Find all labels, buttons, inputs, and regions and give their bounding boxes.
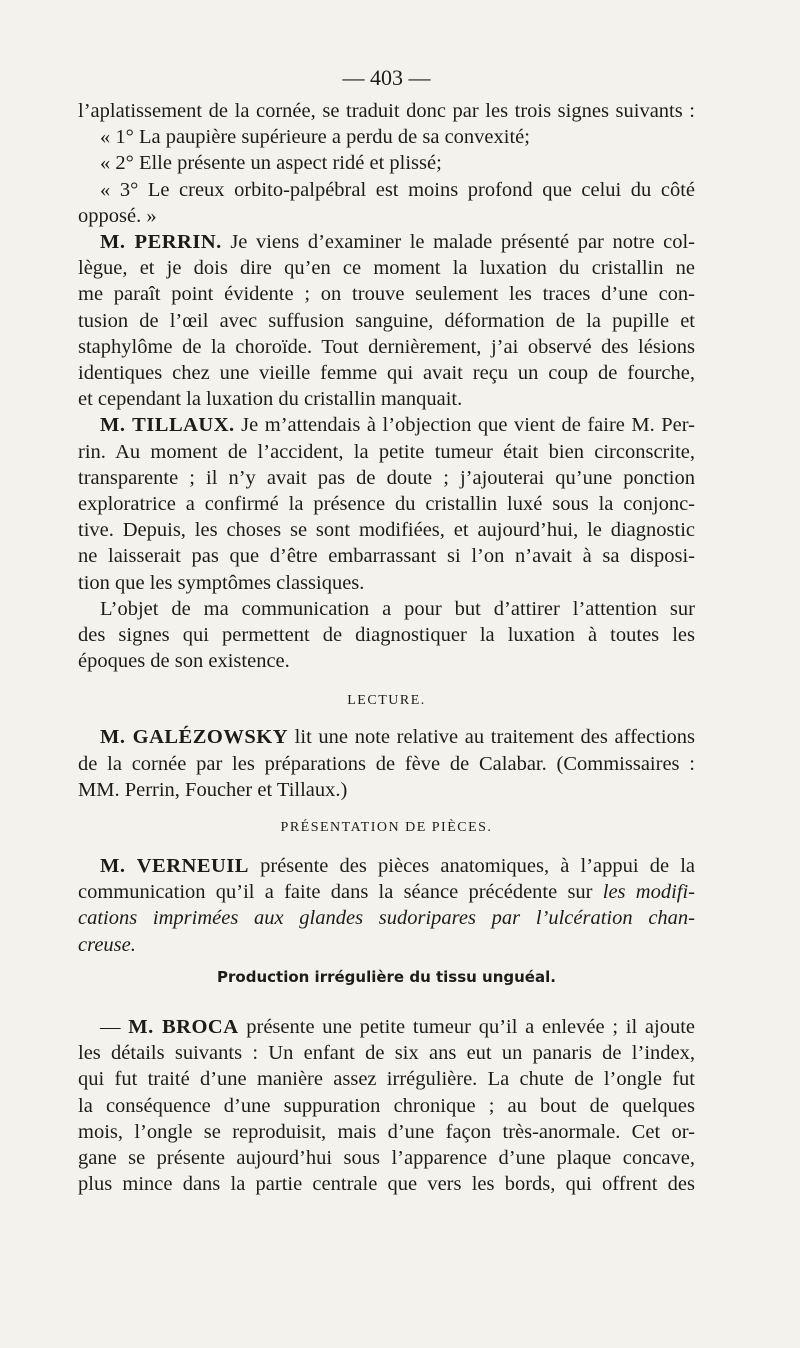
italic-title: creuse. [78,933,136,956]
speech-text: lit une note relative au traitement des affections [288,726,696,749]
text-line: exploratrice a confirmé la présence du cristallin luxé sous la conjonc- [78,493,695,516]
text-line [78,229,695,255]
text-line [78,1014,695,1040]
text-line: tusion de l’œil avec suffusion sanguine, déformation de la pupille et [78,309,695,332]
speaker-name: M. BROCA [128,1015,239,1038]
presentation-paragraph [78,853,695,958]
text-line: qui fut traité d’une manière assez irrégulière. La chute de l’ongle fut [78,1068,695,1091]
perrin-paragraph [78,229,695,412]
speech-text: Je viens d’examiner le malade présenté par notre col- [221,231,696,254]
intro-paragraph [78,98,695,229]
text-line: et cependant la luxation du cristallin manquait. [78,388,463,411]
text-line: « 1° La paupière supérieure a perdu de sa convexité; [100,126,530,149]
broca-paragraph [78,1014,695,1197]
text-line: ne laisserait pas que d’être embarrassant si l’on n’avait à sa disposi- [78,545,695,568]
speech-text: Je m’attendais à l’objection que vient de faire M. Per- [234,414,695,437]
text-line: l’aplatissement de la cornée, se traduit donc par les trois signes suivants : [78,100,695,122]
text-line: transparente ; il n’y avait pas de doute ; j’ajouterai qu’une ponction [78,466,695,489]
speaker-name: M. GALÉZOWSKY [100,726,289,749]
text-line: « 2° Elle présente un aspect ridé et plissé; [100,152,442,175]
subsection-heading: Production irrégulière du tissu unguéal. [217,967,556,986]
speaker-name: M. VERNEUIL [100,855,249,878]
text-line [78,724,695,750]
speech-text: présente une petite tumeur qu’il a enlevée ; il ajoute [238,1015,695,1038]
speaker-name: M. PERRIN. [100,231,222,254]
text-line: la conséquence d’une suppuration chronique ; au bout de quelques [78,1094,695,1117]
text-line: tive. Depuis, les choses se sont modifiées, et aujourd’hui, le diagnostic [78,519,695,542]
text-line: de la cornée par les préparations de fève de Calabar. (Commissaires : [78,752,695,775]
text-line [78,412,695,438]
text-line: identiques chez une vieille femme qui avait reçu un coup de fourche, [78,362,695,385]
italic-title: cations imprimées aux glandes sudoripares par l’ulcération chan- [78,907,695,930]
text-line: mois, l’ongle se reproduisit, mais d’une façon très-anormale. Cet or- [78,1120,695,1143]
text-line: MM. Perrin, Foucher et Tillaux.) [78,778,348,801]
text-line: staphylôme de la choroïde. Tout dernièrement, j’ai observé des lésions [78,335,695,358]
speaker-name: M. TILLAUX. [100,414,235,437]
text-line: les détails suivants : Un enfant de six ans eut un panaris de l’index, [78,1042,695,1065]
text-line: tion que les symptômes classiques. [78,571,365,594]
text-line [78,905,695,931]
plain-text: communication qu’il a faite dans la séance précédente sur [78,881,603,904]
text-line: époques de son existence. [78,650,290,673]
text-line [78,879,695,905]
em-dash: — [100,1015,129,1038]
text-line: des signes qui permettent de diagnostiquer la luxation à toutes les [78,624,695,647]
text-line: lègue, et je dois dire qu’en ce moment la luxation du cristallin ne [78,257,695,280]
text-line: « 3° Le creux orbito-palpébral est moins profond que celui du côté [100,178,695,201]
section-heading-presentation: PRÉSENTATION DE PIÈCES. [280,820,493,836]
text-line: rin. Au moment de l’accident, la petite tumeur était bien circonscrite, [78,440,695,463]
speech-text: présente des pièces anatomiques, à l’appui de la [248,855,695,878]
text-line: opposé. » [78,204,157,227]
italic-title: les modifi- [602,881,695,904]
text-line [78,853,695,879]
text-line: L’objet de ma communication a pour but d’attirer l’attention sur [100,597,695,620]
text-line: plus mince dans la partie centrale que vers les bords, qui offrent des [78,1173,695,1196]
page-number: — 403 — [342,65,431,90]
text-line: me paraît point évidente ; on trouve seulement les traces d’une con- [78,283,695,306]
text-line [78,932,695,958]
text-line: gane se présente aujourd’hui sous l’apparence d’une plaque concave, [78,1146,695,1169]
lecture-paragraph [78,724,695,803]
tillaux-paragraph [78,412,695,674]
section-heading-lecture: LECTURE. [347,693,426,709]
document-page [78,62,695,1197]
